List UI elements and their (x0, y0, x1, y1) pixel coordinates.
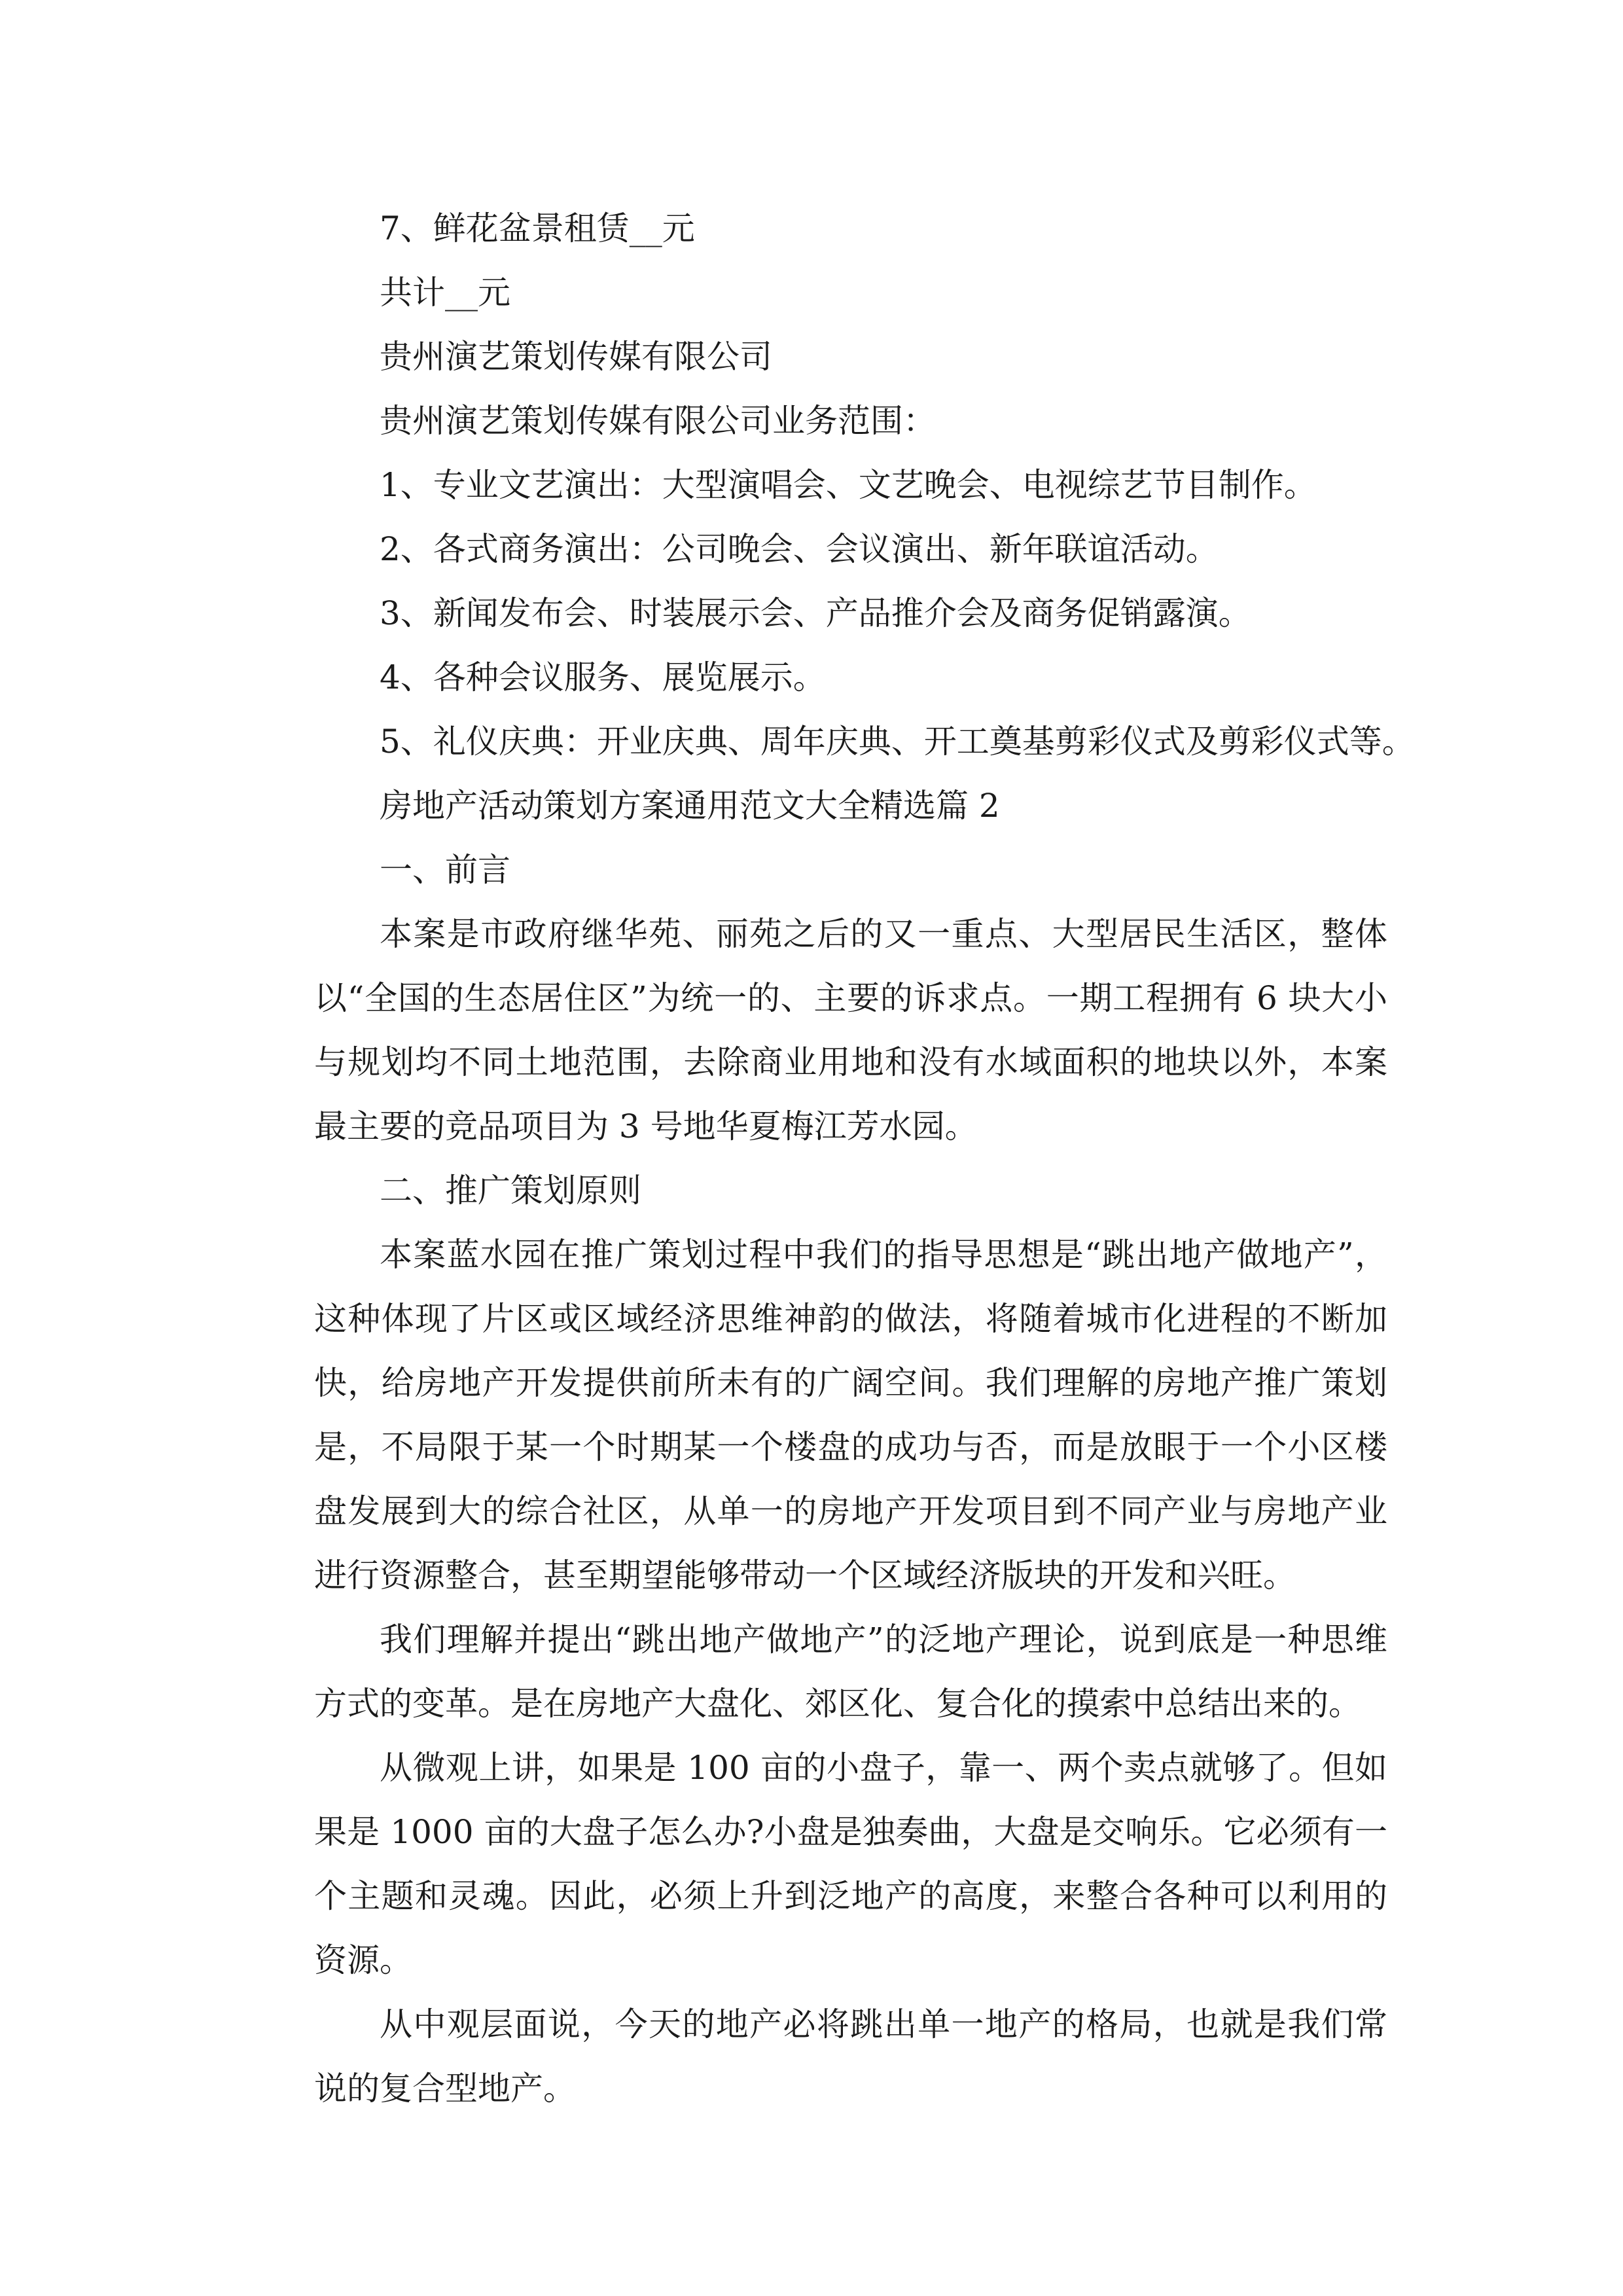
heading-principles: 二、推广策划原则 (380, 1172, 641, 1210)
list-item: 7、鲜花盆景租赁__元 (380, 209, 695, 247)
section-title: 房地产活动策划方案通用范文大全精选篇 2 (380, 787, 1000, 825)
list-item: 3、新闻发布会、时装展示会、产品推介会及商务促销露演。 (380, 594, 1251, 632)
list-item: 4、各种会议服务、展览展示。 (380, 658, 826, 696)
heading-preface: 一、前言 (380, 851, 510, 889)
paragraph-preface: 本案是市政府继华苑、丽苑之后的又一重点、大型居民生活区，整体以“全国的生态居住区”为统一的、主要的诉求点。一期工程拥有 6 块大小与规划均不同土地范围，去除商业用地和没有水域面积的地块以外，本案最主要的竞品项目为 3 号地华夏梅江芳水园。 (314, 915, 1387, 1145)
paragraph-micro: 从微观上讲，如果是 100 亩的小盘子，靠一、两个卖点就够了。但如果是 1000 亩的大盘子怎么办?小盘是独奏曲，大盘是交响乐。它必须有一个主题和灵魂。因此，必须上升到泛地产的高度，来整合各种可以利用的资源。 (314, 1749, 1387, 1979)
list-item: 5、礼仪庆典：开业庆典、周年庆典、开工奠基剪彩仪式及剪彩仪式等。 (380, 723, 1415, 761)
paragraph-theory: 我们理解并提出“跳出地产做地产”的泛地产理论，说到底是一种思维方式的变革。是在房地产大盘化、郊区化、复合化的摸索中总结出来的。 (314, 1621, 1387, 1723)
paragraph-meso: 从中观层面说，今天的地产必将跳出单一地产的格局，也就是我们常说的复合型地产。 (314, 2005, 1387, 2108)
list-item: 2、各式商务演出：公司晚会、会议演出、新年联谊活动。 (380, 530, 1219, 568)
document-body (314, 196, 1415, 2121)
company-name: 贵州演艺策划传媒有限公司 (380, 338, 772, 376)
list-item: 1、专业文艺演出：大型演唱会、文艺晚会、电视综艺节目制作。 (380, 466, 1317, 504)
paragraph-principles: 本案蓝水园在推广策划过程中我们的指导思想是“跳出地产做地产”，这种体现了片区或区域经济思维神韵的做法，将随着城市化进程的不断加快，给房地产开发提供前所未有的广阔空间。我们理解的房地产推广策划是，不局限于某一个时期某一个楼盘的成功与否，而是放眼于一个小区楼盘发展到大的综合社区，从单一的房地产开发项目到不同产业与房地产业进行资源整合，甚至期望能够带动一个区域经济版块的开发和兴旺。 (314, 1236, 1387, 1594)
total-line: 共计__元 (380, 274, 510, 312)
business-scope-heading: 贵州演艺策划传媒有限公司业务范围： (380, 402, 936, 440)
